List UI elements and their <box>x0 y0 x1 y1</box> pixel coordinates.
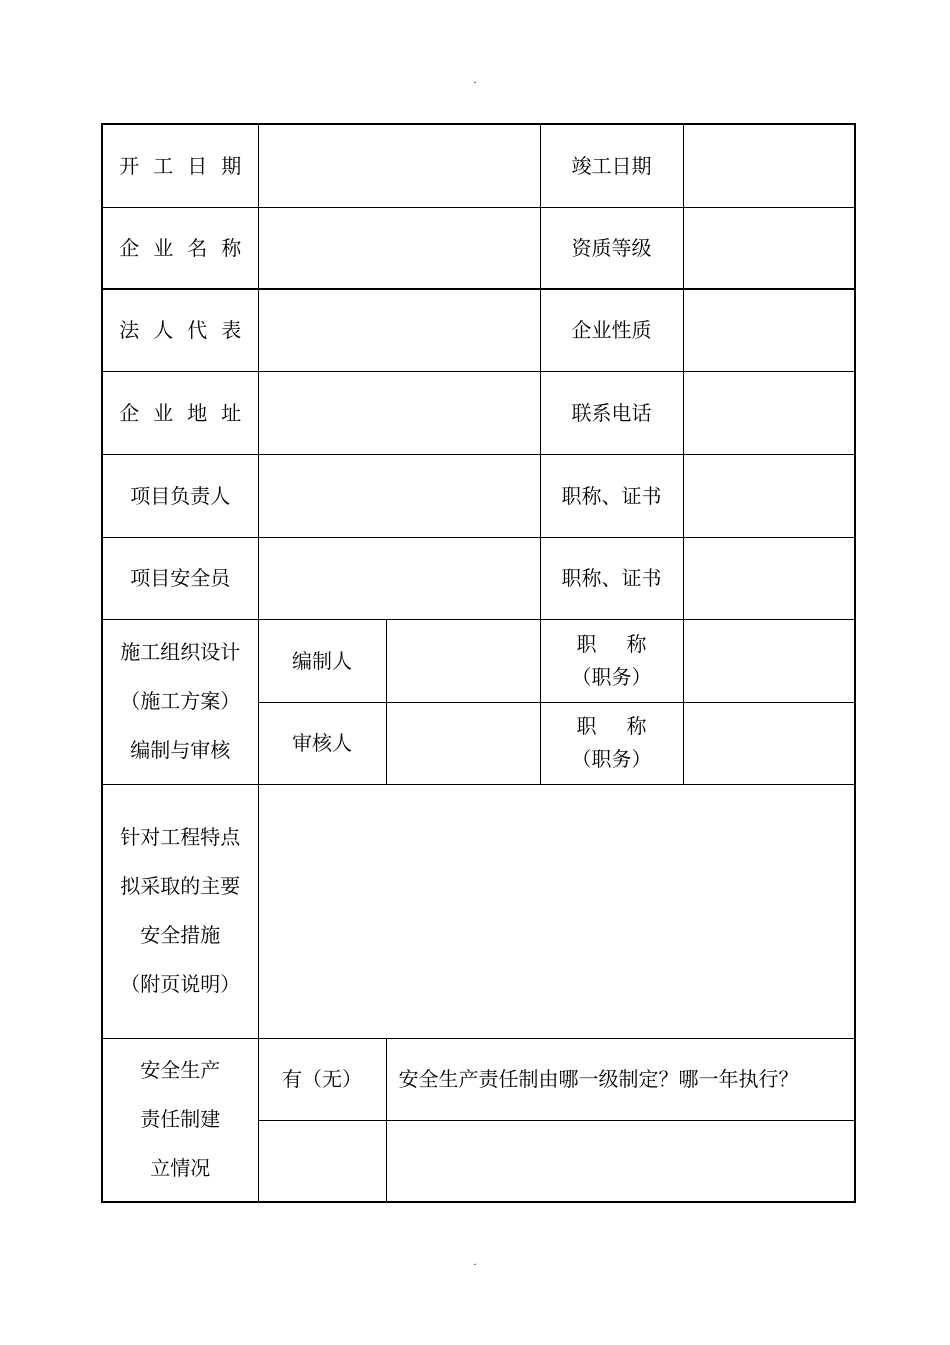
company-name-label: 企业名称 <box>102 207 258 289</box>
page-mark-bottom: . <box>473 1257 477 1268</box>
qualification-value[interactable] <box>683 207 855 289</box>
manager-title-cert-value[interactable] <box>683 454 855 537</box>
title-word-b: 称 <box>626 714 647 738</box>
row-start-date <box>102 124 855 207</box>
reviewer-label: 审核人 <box>258 702 386 784</box>
preparer-label: 编制人 <box>258 619 386 702</box>
responsibility-question: 安全生产责任制由哪一级制定？哪一年执行？ <box>386 1038 855 1120</box>
measures-label <box>102 784 258 1038</box>
company-nature-label: 企业性质 <box>540 289 683 371</box>
row-company-name <box>102 207 855 289</box>
safety-registration-form <box>101 123 856 1203</box>
phone-label: 联系电话 <box>540 371 683 454</box>
legal-rep-value[interactable] <box>258 289 540 371</box>
reviewer-title-words <box>541 710 683 743</box>
reviewer-title-label <box>540 702 683 784</box>
completion-date-value[interactable] <box>683 124 855 207</box>
responsibility-answer[interactable] <box>386 1120 855 1202</box>
measures-label-line-4: （附页说明） <box>120 972 241 996</box>
company-name-value[interactable] <box>258 207 540 289</box>
design-block-label <box>102 619 258 784</box>
reviewer-value[interactable] <box>386 702 540 784</box>
preparer-title-words <box>541 628 683 661</box>
preparer-title-label <box>540 619 683 702</box>
row-responsibility-1 <box>102 1038 855 1120</box>
has-none-label: 有（无） <box>258 1038 386 1120</box>
design-label-line-2: （施工方案） <box>120 689 241 713</box>
row-safety-officer <box>102 537 855 619</box>
measures-label-line-1: 针对工程特点 <box>120 825 241 849</box>
responsibility-label-line-1: 安全生产 <box>140 1058 221 1083</box>
reviewer-position-label: （职务） <box>571 747 652 771</box>
start-date-label: 开工日期 <box>102 124 258 207</box>
preparer-value[interactable] <box>386 619 540 702</box>
preparer-position-label: （职务） <box>571 664 652 689</box>
title-word-a: 职 <box>576 714 597 738</box>
manager-title-cert-label: 职称、证书 <box>540 454 683 537</box>
measures-value[interactable] <box>258 784 855 1038</box>
design-label-line-1: 施工组织设计 <box>120 640 241 664</box>
reviewer-title-value[interactable] <box>683 702 855 784</box>
qualification-label: 资质等级 <box>540 207 683 289</box>
measures-label-line-2: 拟采取的主要 <box>120 874 241 898</box>
measures-label-line-3: 安全措施 <box>140 923 221 947</box>
start-date-value[interactable] <box>258 124 540 207</box>
row-company-address <box>102 371 855 454</box>
company-address-value[interactable] <box>258 371 540 454</box>
row-safety-measures <box>102 784 855 1038</box>
page-mark-top: . <box>473 75 477 86</box>
project-manager-label: 项目负责人 <box>102 454 258 537</box>
safety-officer-value[interactable] <box>258 537 540 619</box>
company-nature-value[interactable] <box>683 289 855 371</box>
project-manager-value[interactable] <box>258 454 540 537</box>
row-project-manager <box>102 454 855 537</box>
title-word-a: 职 <box>576 631 597 656</box>
completion-date-label: 竣工日期 <box>540 124 683 207</box>
preparer-title-value[interactable] <box>683 619 855 702</box>
has-none-value[interactable] <box>258 1120 386 1202</box>
phone-value[interactable] <box>683 371 855 454</box>
title-word-b: 称 <box>626 631 647 656</box>
row-preparer <box>102 619 855 702</box>
safety-officer-label: 项目安全员 <box>102 537 258 619</box>
responsibility-label-line-3: 立情况 <box>150 1156 211 1181</box>
design-label-line-3: 编制与审核 <box>130 738 231 762</box>
officer-title-cert-value[interactable] <box>683 537 855 619</box>
officer-title-cert-label: 职称、证书 <box>540 537 683 619</box>
company-address-label: 企业地址 <box>102 371 258 454</box>
legal-rep-label: 法人代表 <box>102 289 258 371</box>
row-legal-rep <box>102 289 855 371</box>
responsibility-label-line-2: 责任制建 <box>140 1107 221 1132</box>
responsibility-label <box>102 1038 258 1202</box>
